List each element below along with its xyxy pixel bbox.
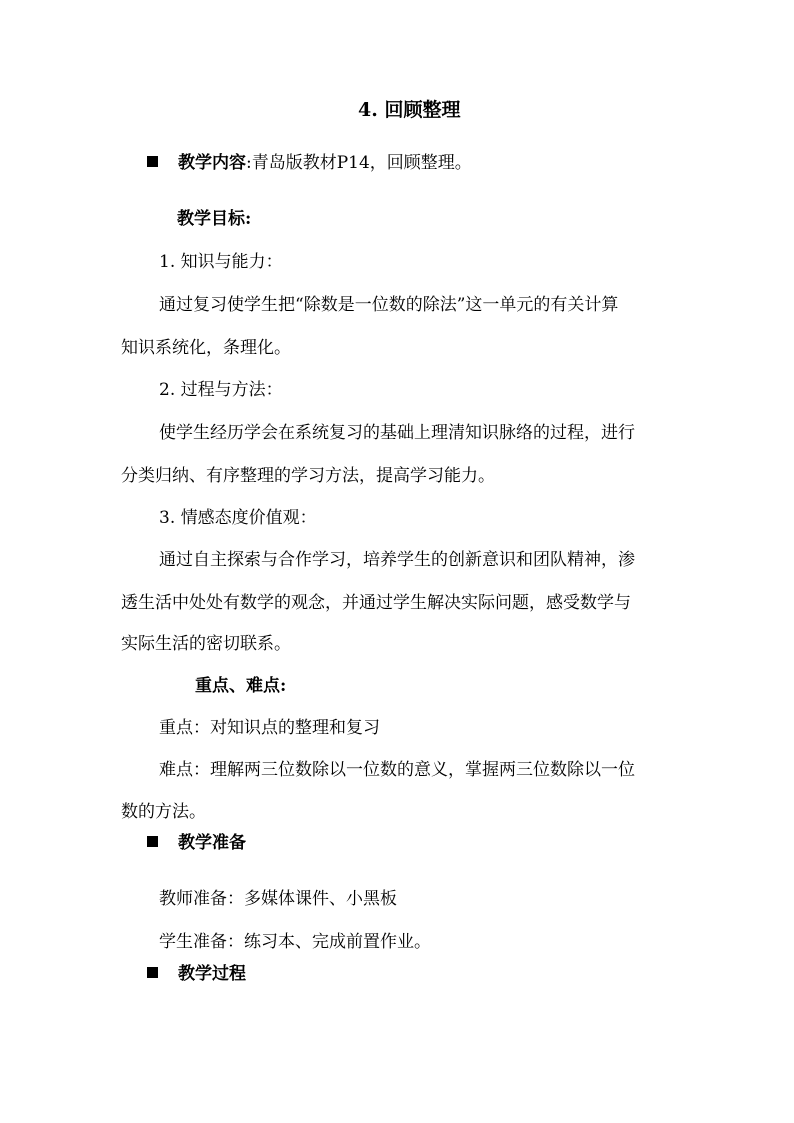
process-heading: 教学过程 [178,964,246,984]
difficult-point-line-1: 难点：理解两三位数除以一位数的意义，掌握两三位数除以一位 [159,760,635,780]
teaching-content-colon: : [246,153,252,173]
preparation-heading: 教学准备 [178,833,246,853]
process-heading-line [147,963,246,985]
objective-1-line-1: 通过复习使学生把“除数是一位数的除法”这一单元的有关计算 [159,295,619,315]
teaching-content-text: 青岛版教材P14，回顾整理。 [251,153,472,173]
page-title: 4. 回顾整理 [358,99,461,121]
objective-2-line-1: 使学生经历学会在系统复习的基础上理清知识脉络的过程，进行 [159,423,635,443]
key-point-text: 重点：对知识点的整理和复习 [159,718,380,738]
square-bullet-icon [147,967,158,978]
objective-3-line-1: 通过自主探索与合作学习，培养学生的创新意识和团队精神，渗 [159,550,635,570]
preparation-heading-line [147,832,246,854]
square-bullet-icon [147,156,158,167]
objective-1-line-2: 知识系统化，条理化。 [121,338,291,358]
objective-1-heading: 1. 知识与能力： [159,252,283,272]
objective-3-heading: 3. 情感态度价值观： [159,508,317,528]
square-bullet-icon [147,836,158,847]
difficult-point-line-2: 数的方法。 [121,802,206,822]
student-preparation: 学生准备：练习本、完成前置作业。 [159,932,431,952]
objective-2-line-2: 分类归纳、有序整理的学习方法，提高学习能力。 [121,466,495,486]
objective-3-line-2: 透生活中处处有数学的观念，并通过学生解决实际问题，感受数学与 [121,593,631,613]
objective-2-heading: 2. 过程与方法： [159,380,283,400]
teaching-content-label: 教学内容 [178,153,246,173]
teacher-preparation: 教师准备：多媒体课件、小黑板 [159,889,397,909]
key-points-heading: 重点、难点: [195,676,287,696]
objective-3-line-3: 实际生活的密切联系。 [121,634,291,654]
objectives-heading: 教学目标: [177,209,252,229]
teaching-content-line [147,152,472,174]
